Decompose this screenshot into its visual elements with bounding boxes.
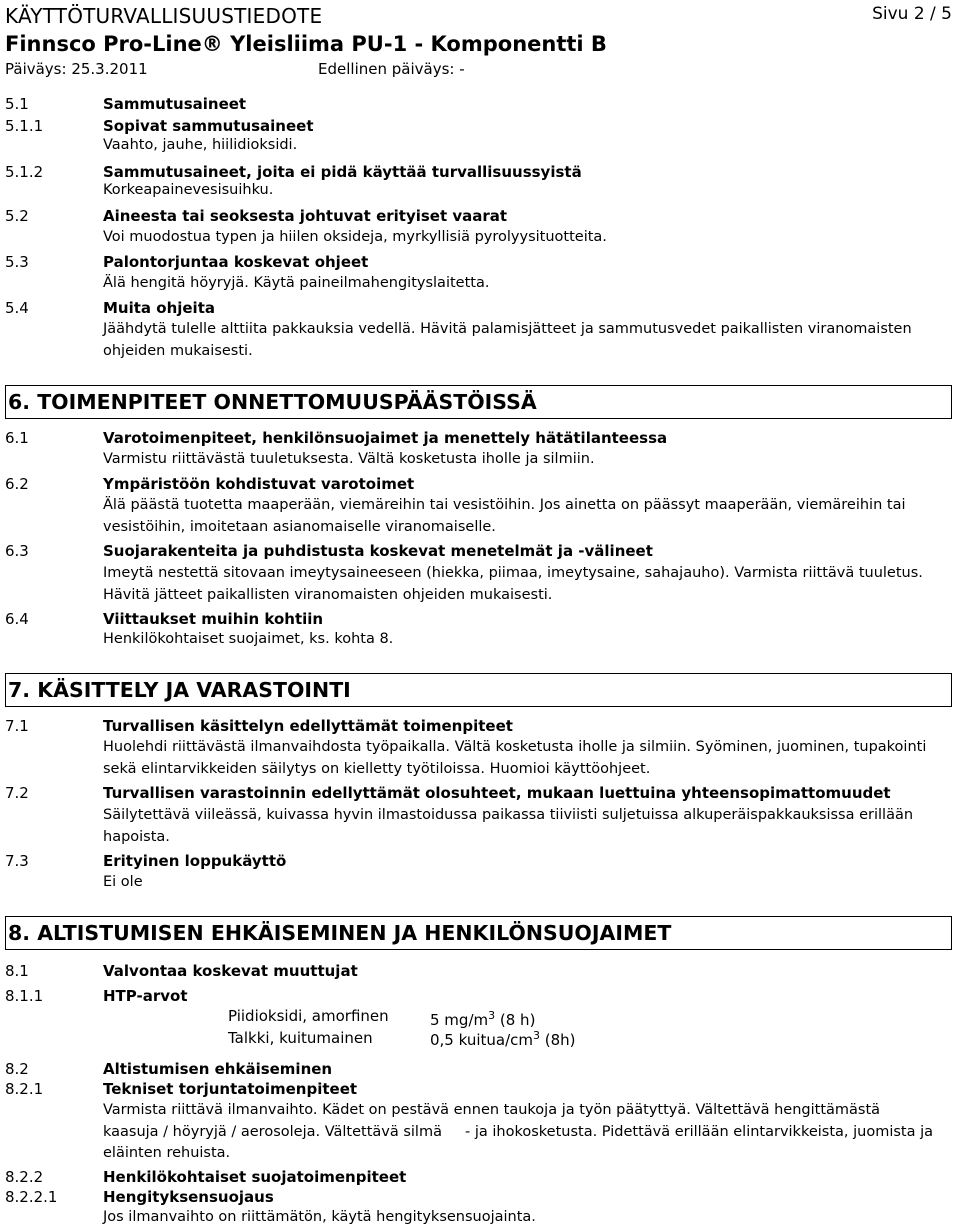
htp-value-main: 5 mg/m <box>430 1011 489 1029</box>
htp-limit-value <box>430 1009 535 1029</box>
section-text: hapoista. <box>103 829 170 845</box>
section-title: Sopivat sammutusaineet <box>103 117 314 135</box>
section-title: Henkilökohtaiset suojatoimenpiteet <box>103 1168 407 1186</box>
htp-value-unit-exponent: 3 <box>533 1029 541 1042</box>
section-number: 7.3 <box>5 852 29 870</box>
htp-substance-name: Talkki, kuitumainen <box>228 1029 373 1047</box>
htp-value-period: (8h) <box>540 1031 576 1049</box>
section-title: Sammutusaineet <box>103 95 247 113</box>
section-number: 8.2 <box>5 1060 29 1078</box>
section-number: 6.3 <box>5 542 29 560</box>
htp-value-period: (8 h) <box>495 1011 536 1029</box>
section-text: Älä hengitä höyryjä. Käytä paineilmahengityslaitetta. <box>103 275 490 291</box>
section-number: 8.1.1 <box>5 987 44 1005</box>
section-heading-7 <box>5 673 952 707</box>
section-title: Muita ohjeita <box>103 299 215 317</box>
section-number: 6.4 <box>5 610 29 628</box>
section-text: Hävitä jätteet paikallisten viranomaisten ohjeiden mukaisesti. <box>103 587 553 603</box>
section-text: Säilytettävä viileässä, kuivassa hyvin ilmastoidussa paikassa tiiviisti suljetuissa alkuperäispakkauksissa erillään <box>103 807 914 823</box>
section-title: Erityinen loppukäyttö <box>103 852 287 870</box>
document-title: KÄYTTÖTURVALLISUUSTIEDOTE <box>5 4 323 28</box>
section-number: 7.1 <box>5 717 29 735</box>
section-title: Aineesta tai seoksesta johtuvat erityiset vaarat <box>103 207 508 225</box>
section-number: 8.1 <box>5 962 29 980</box>
section-title: Sammutusaineet, joita ei pidä käyttää turvallisuussyistä <box>103 163 582 181</box>
htp-limit-value <box>430 1029 576 1049</box>
section-text: Henkilökohtaiset suojaimet, ks. kohta 8. <box>103 631 394 647</box>
section-text: Jos ilmanvaihto on riittämätön, käytä hengityksensuojainta. <box>103 1209 536 1225</box>
page-number: Sivu 2 / 5 <box>872 4 952 24</box>
section-number: 6.2 <box>5 475 29 493</box>
section-text: Korkeapainevesisuihku. <box>103 182 274 198</box>
section-title: Turvallisen varastoinnin edellyttämät olosuhteet, mukaan luettuina yhteensopimattomuudet <box>103 784 891 802</box>
section-text: kaasuja / höyryjä / aerosoleja. Vältettävä silmä - ja ihokosketusta. Pidettävä erillään elintarvikkeista, juomista ja <box>103 1124 934 1140</box>
htp-substance-name: Piidioksidi, amorfinen <box>228 1007 389 1025</box>
section-heading-text: 7. KÄSITTELY JA VARASTOINTI <box>8 678 351 702</box>
section-heading-text: 8. ALTISTUMISEN EHKÄISEMINEN JA HENKILÖNSUOJAIMET <box>8 921 672 945</box>
section-number: 5.4 <box>5 299 29 317</box>
section-number: 5.3 <box>5 253 29 271</box>
section-number: 7.2 <box>5 784 29 802</box>
section-number: 6.1 <box>5 429 29 447</box>
section-title: Turvallisen käsittelyn edellyttämät toimenpiteet <box>103 717 513 735</box>
section-text: Jäähdytä tulelle alttiita pakkauksia vedellä. Hävitä palamisjätteet ja sammutusvedet paikallisten viranomaisten <box>103 321 912 337</box>
section-heading-text: 6. TOIMENPITEET ONNETTOMUUSPÄÄSTÖISSÄ <box>8 390 537 414</box>
htp-value-unit-exponent: 3 <box>488 1009 496 1022</box>
product-name: Finnsco Pro-Line® Yleisliima PU-1 - Komponentti B <box>5 32 607 56</box>
section-heading-6 <box>5 385 952 419</box>
section-text: sekä elintarvikkeiden säilytys on kielletty työtiloissa. Huomioi käyttöohjeet. <box>103 761 651 777</box>
section-text: Vaahto, jauhe, hiilidioksidi. <box>103 137 298 153</box>
section-number: 8.2.1 <box>5 1080 44 1098</box>
document-date: Päiväys: 25.3.2011 <box>5 60 148 78</box>
section-number: 8.2.2 <box>5 1168 44 1186</box>
section-text: eläinten rehuista. <box>103 1145 231 1161</box>
section-text: Älä päästä tuotetta maaperään, viemäreihin tai vesistöihin. Jos ainetta on päässyt maaperään, viemäreihin tai <box>103 497 906 513</box>
section-text: Imeytä nestettä sitovaan imeytysaineeseen (hiekka, piimaa, imeytysaine, sahajauho). Varmista riittävä tuuletus. <box>103 565 923 581</box>
section-text: Varmista riittävä ilmanvaihto. Kädet on pestävä ennen taukoja ja työn päätyttyä. Vältettävä hengittämästä <box>103 1102 881 1118</box>
section-title: Palontorjuntaa koskevat ohjeet <box>103 253 369 271</box>
section-title: Hengityksensuojaus <box>103 1188 274 1206</box>
section-title: Ympäristöön kohdistuvat varotoimet <box>103 475 415 493</box>
section-number: 5.2 <box>5 207 29 225</box>
htp-value-main: 0,5 kuitua/cm <box>430 1031 534 1049</box>
section-text: Voi muodostua typen ja hiilen oksideja, myrkyllisiä pyrolyysituotteita. <box>103 229 607 245</box>
section-heading-8 <box>5 916 952 950</box>
previous-date: Edellinen päiväys: - <box>318 60 465 78</box>
section-title: Suojarakenteita ja puhdistusta koskevat menetelmät ja -välineet <box>103 542 653 560</box>
section-number: 5.1.2 <box>5 163 44 181</box>
section-number: 5.1.1 <box>5 117 44 135</box>
section-text: Varmistu riittävästä tuuletuksesta. Vältä kosketusta iholle ja silmiin. <box>103 451 595 467</box>
section-title: HTP-arvot <box>103 987 188 1005</box>
section-title: Altistumisen ehkäiseminen <box>103 1060 333 1078</box>
section-text: ohjeiden mukaisesti. <box>103 343 253 359</box>
section-title: Varotoimenpiteet, henkilönsuojaimet ja menettely hätätilanteessa <box>103 429 668 447</box>
section-title: Viittaukset muihin kohtiin <box>103 610 324 628</box>
section-text: Ei ole <box>103 874 143 890</box>
section-title: Valvontaa koskevat muuttujat <box>103 962 358 980</box>
section-text: Huolehdi riittävästä ilmanvaihdosta työpaikalla. Vältä kosketusta iholle ja silmiin. Syöminen, juominen, tupakointi <box>103 739 927 755</box>
section-number: 5.1 <box>5 95 29 113</box>
section-number: 8.2.2.1 <box>5 1188 58 1206</box>
section-title: Tekniset torjuntatoimenpiteet <box>103 1080 358 1098</box>
section-text: vesistöihin, imoitetaan asianomaiselle viranomaiselle. <box>103 519 496 535</box>
